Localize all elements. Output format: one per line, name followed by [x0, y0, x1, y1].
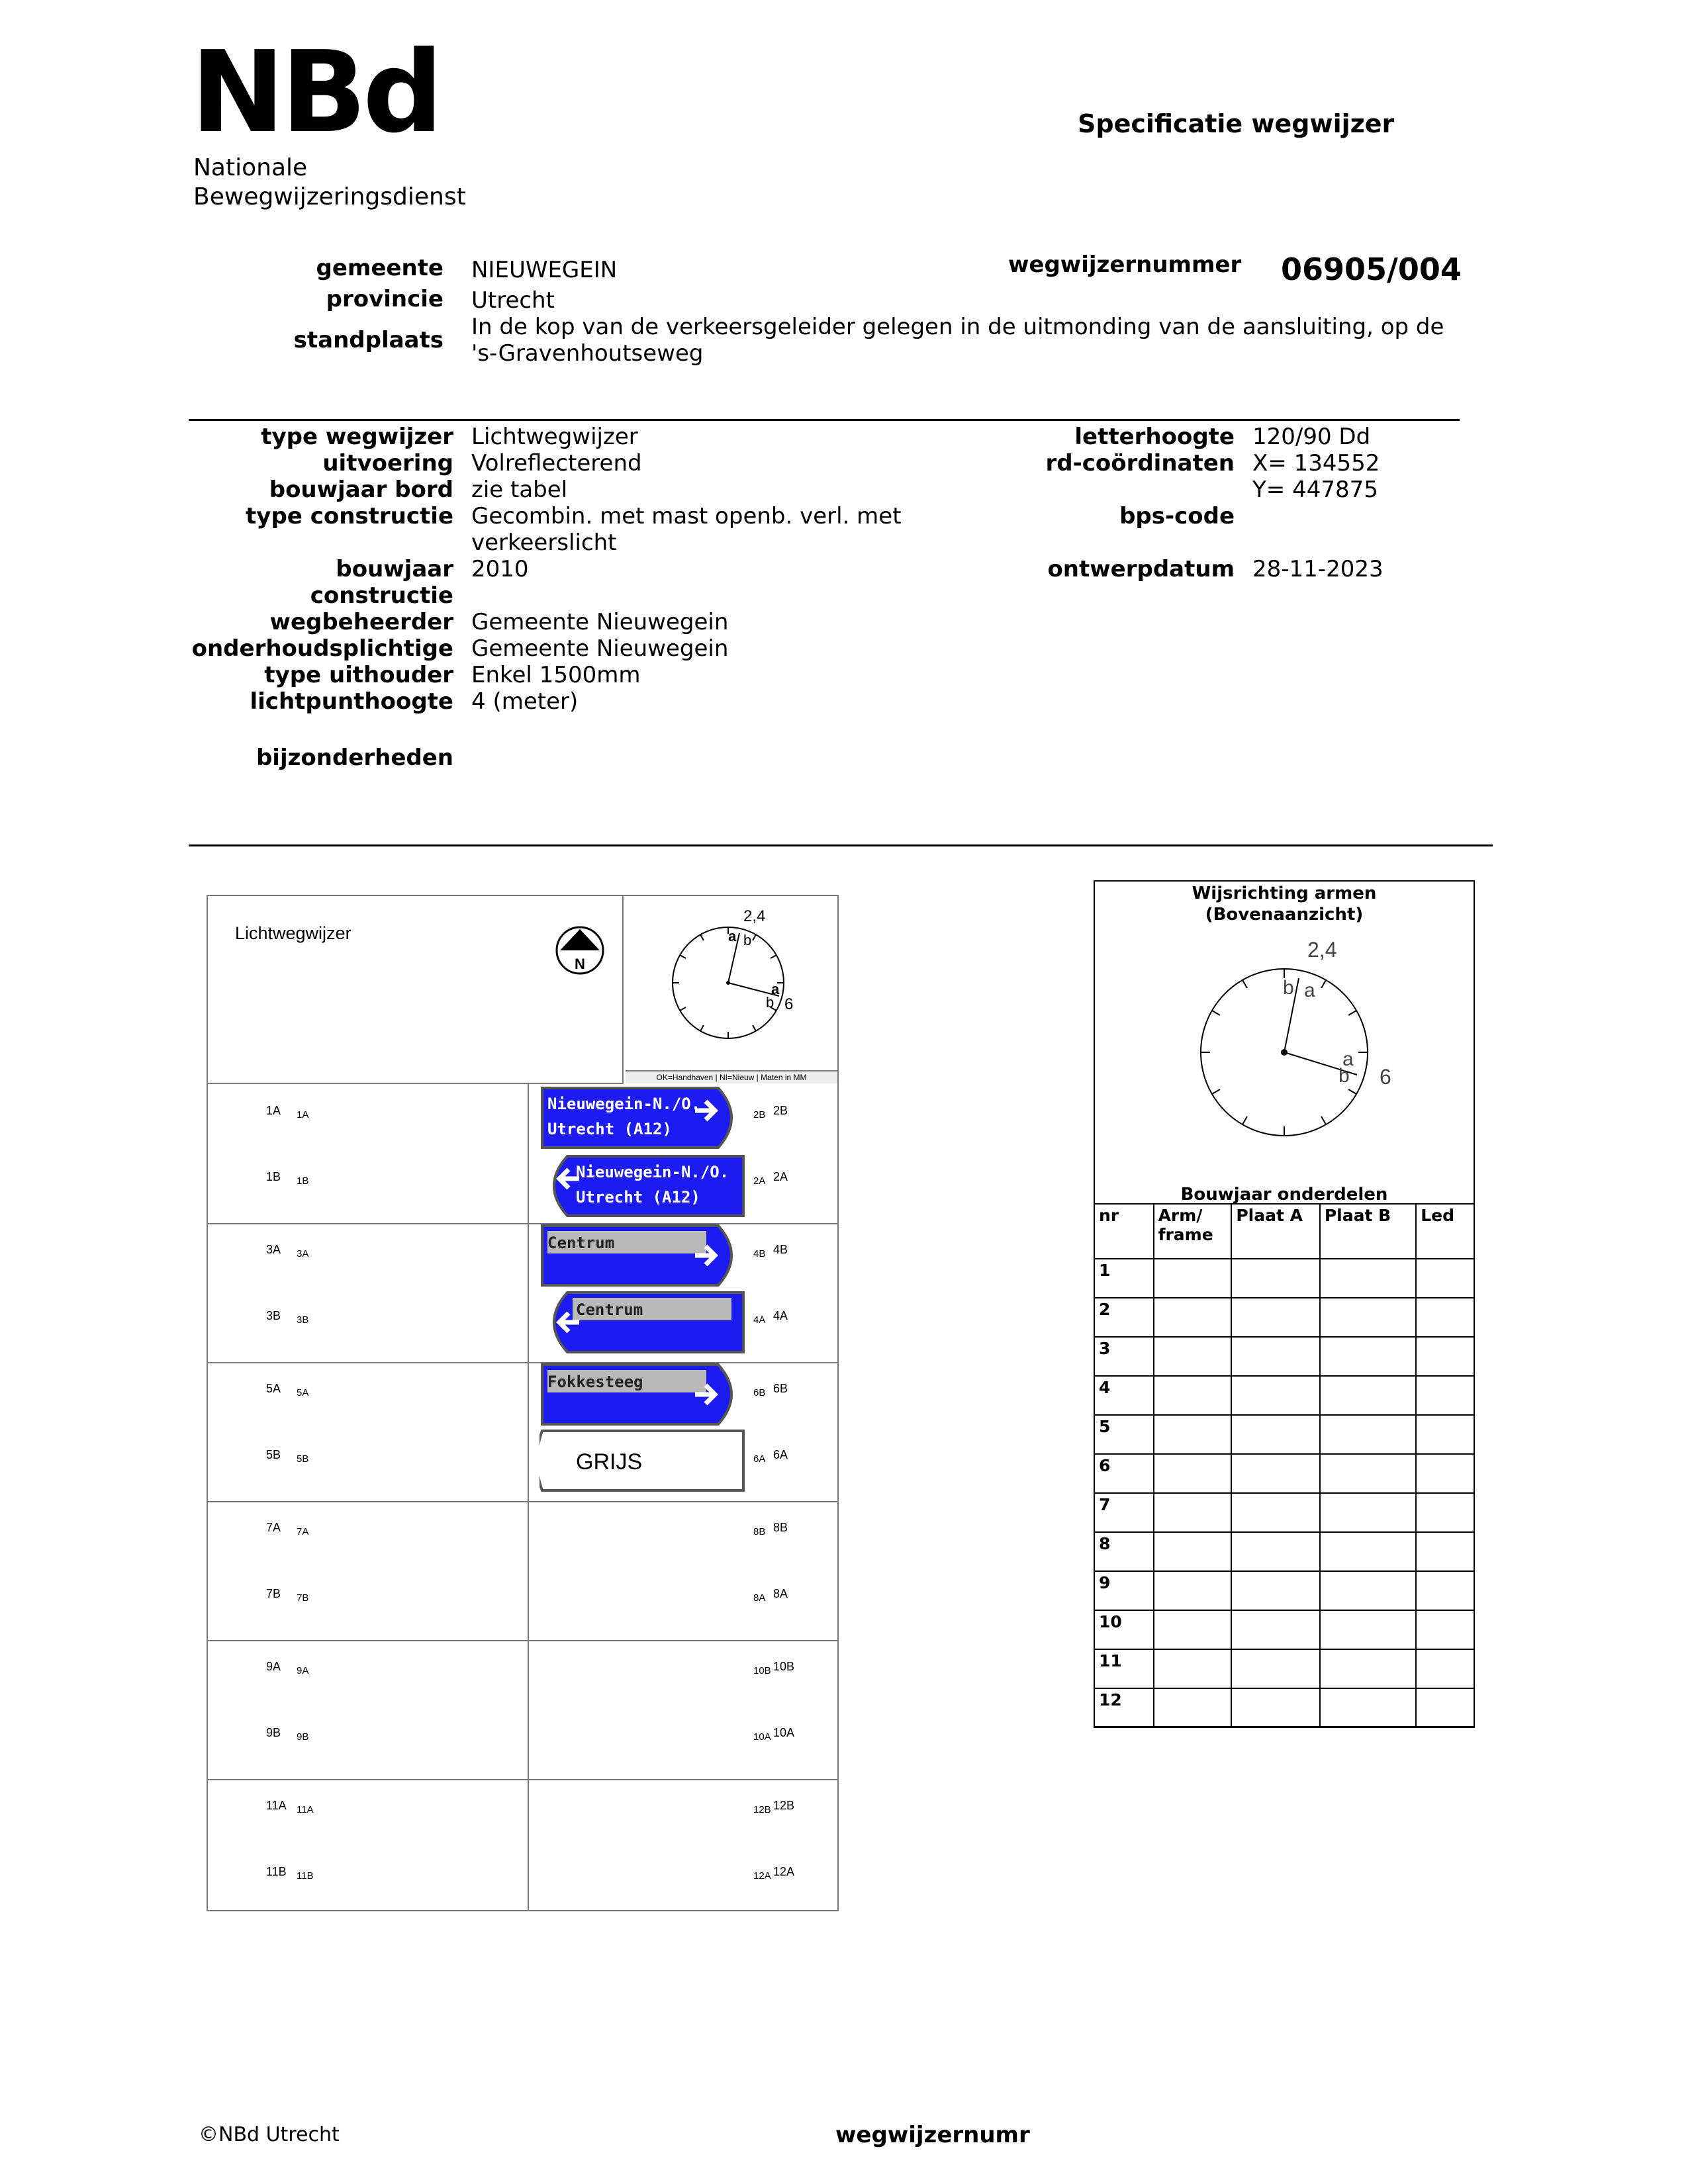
row-left-code-small: 1B: [297, 1175, 309, 1187]
bouwjaar-cell: [1320, 1415, 1416, 1454]
row-right-code: 12B: [773, 1799, 795, 1812]
footer-copyright: ©NBd Utrecht: [199, 2123, 340, 2146]
spec-left-label: wegbeheerder: [269, 609, 453, 635]
row-left-code: 7A: [266, 1521, 281, 1534]
row-right-code: 6B: [773, 1382, 788, 1395]
bouwjaar-cell: [1320, 1649, 1416, 1688]
bouwjaar-header-cell: Plaat A: [1231, 1204, 1320, 1259]
row-right-code: 2A: [773, 1170, 788, 1183]
row-right-code-small: 10A: [753, 1731, 771, 1743]
direction-a2: a: [1342, 1048, 1354, 1070]
row-right-code: 6A: [773, 1448, 788, 1461]
row-left-code-small: 5B: [297, 1453, 309, 1465]
row-right-code-small: 8B: [753, 1526, 766, 1537]
spec-left-value: Lichtwegwijzer: [471, 424, 638, 450]
sign-5: [539, 1362, 746, 1427]
spec-left-value: Gecombin. met mast openb. verl. met: [471, 503, 902, 529]
bouwjaar-cell: [1154, 1532, 1232, 1571]
bouwjaar-cell: [1416, 1610, 1474, 1649]
direction-top-label: 2,4: [1307, 938, 1337, 962]
bouwjaar-cell: [1416, 1571, 1474, 1610]
wegwijzernummer-label: wegwijzernummer: [1008, 251, 1242, 278]
spec-left-label: type wegwijzer: [261, 424, 453, 450]
spec-right-value: 120/90 Dd: [1252, 424, 1371, 450]
bouwjaar-cell: [1320, 1688, 1416, 1727]
standplaats-label: standplaats: [293, 327, 444, 353]
spec-right-value: Y= 447875: [1252, 477, 1378, 503]
bouwjaar-header-cell: Plaat B: [1320, 1204, 1416, 1259]
bouwjaar-cell: [1231, 1454, 1320, 1493]
direction-b2: b: [1338, 1065, 1350, 1087]
row-left-code: 1B: [266, 1170, 281, 1183]
bouwjaar-cell: [1154, 1493, 1232, 1532]
spec-right-label: bps-code: [1119, 503, 1235, 529]
bouwjaar-header-cell: nr: [1094, 1204, 1154, 1259]
standplaats-line1: In de kop van de verkeersgeleider gelegen in de uitmonding van de aansluiting, op de: [471, 314, 1444, 340]
spec-left-label: constructie: [310, 582, 453, 609]
bouwjaar-cell: [1320, 1493, 1416, 1532]
row-right-code: 10B: [773, 1660, 795, 1673]
bouwjaar-cell: [1231, 1532, 1320, 1571]
spec-left-value: Gemeente Nieuwegein: [471, 609, 729, 635]
sign-text-line2: Utrecht (A12): [547, 1120, 672, 1138]
bouwjaar-row: [1094, 1688, 1474, 1727]
row-left-code-small: 11B: [297, 1870, 314, 1882]
bouwjaar-cell: [1320, 1337, 1416, 1376]
logo-subtitle: [193, 154, 466, 212]
bouwjaar-cell: [1231, 1571, 1320, 1610]
bouwjaar-row: [1094, 1493, 1474, 1532]
provincie-value: Utrecht: [471, 287, 555, 314]
bouwjaar-header-cell: Arm/ frame: [1154, 1204, 1232, 1259]
row-left-code: 9A: [266, 1660, 281, 1673]
bouwjaar-row-nr: 12: [1094, 1688, 1154, 1727]
bouwjaar-cell: [1154, 1649, 1232, 1688]
direction-b1: b: [1283, 977, 1294, 999]
bouwjaar-cell: [1320, 1454, 1416, 1493]
bouwjaar-cell: [1320, 1610, 1416, 1649]
bouwjaar-body: [1094, 1259, 1474, 1727]
bouwjaar-cell: [1416, 1337, 1474, 1376]
sign-text-line1: Centrum: [547, 1234, 615, 1252]
bouwjaar-row-nr: 6: [1094, 1454, 1154, 1493]
dial-a1: a: [728, 928, 737, 944]
bouwjaar-cell: [1231, 1649, 1320, 1688]
bouwjaar-row-nr: 7: [1094, 1493, 1154, 1532]
row-right-code-small: 2B: [753, 1109, 766, 1120]
direction-a1: a: [1304, 979, 1315, 1001]
dial-6: 6: [784, 995, 794, 1013]
drawing-title: Lichtwegwijzer: [235, 923, 352, 943]
sign-text-line1: Nieuwegein-N./O.: [547, 1095, 701, 1113]
bouwjaar-cell: [1154, 1259, 1232, 1298]
bouwjaar-cell: [1416, 1688, 1474, 1727]
row-left-code-small: 7B: [297, 1592, 309, 1604]
bouwjaar-cell: [1231, 1259, 1320, 1298]
sign-text-line1: Nieuwegein-N./O.: [576, 1163, 729, 1181]
document-title: Specificatie wegwijzer: [1078, 109, 1395, 138]
bouwjaar-cell: [1320, 1532, 1416, 1571]
north-label: N: [575, 956, 585, 972]
row-right-code: 10A: [773, 1726, 795, 1739]
row-right-code: 2B: [773, 1104, 788, 1117]
row-left-code-small: 3B: [297, 1314, 309, 1326]
spec-right-label: ontwerpdatum: [1047, 556, 1235, 582]
bouwjaar-row-nr: 5: [1094, 1415, 1154, 1454]
sign-text-line2: Utrecht (A12): [576, 1188, 700, 1206]
bouwjaar-header-row: [1094, 1204, 1474, 1259]
spec-left-label: lichtpunthoogte: [250, 688, 453, 715]
row-right-code: 4A: [773, 1309, 788, 1322]
bouwjaar-cell: [1416, 1415, 1474, 1454]
divider-bottom: [189, 844, 1493, 846]
row-left-code-small: 11A: [297, 1804, 314, 1815]
row-left-code: 5B: [266, 1448, 281, 1461]
logo-nbd: NBd: [191, 27, 440, 158]
standplaats-line2: 's-Gravenhoutseweg: [471, 340, 704, 367]
spec-left-value: zie tabel: [471, 477, 568, 503]
row-right-code-small: 2A: [753, 1175, 766, 1187]
row-right-code-small: 8A: [753, 1592, 766, 1604]
bouwjaar-header-cell: Led: [1416, 1204, 1474, 1259]
row-left-code: 5A: [266, 1382, 281, 1395]
bouwjaar-title: Bouwjaar onderdelen: [1180, 1185, 1388, 1205]
row-left-code: 3A: [266, 1243, 281, 1256]
row-right-code: 12A: [773, 1865, 795, 1878]
bouwjaar-row: [1094, 1376, 1474, 1415]
direction-title: [1094, 883, 1475, 925]
gemeente-label: gemeente: [316, 255, 444, 281]
spec-left-label: type uithouder: [264, 662, 453, 688]
bouwjaar-row-nr: 8: [1094, 1532, 1154, 1571]
logo-sub-line1: Nationale: [193, 154, 308, 181]
direction-6: 6: [1380, 1065, 1391, 1089]
sign-6: [539, 1428, 746, 1493]
spec-left-label: bouwjaar: [336, 556, 453, 582]
spec-left-label: bouwjaar bord: [269, 477, 453, 503]
bouwjaar-cell: [1320, 1259, 1416, 1298]
dial-a2: a: [771, 981, 780, 997]
row-right-code-small: 6B: [753, 1387, 766, 1398]
row-right-code: 8A: [773, 1587, 788, 1600]
bouwjaar-row: [1094, 1259, 1474, 1298]
bouwjaar-row: [1094, 1571, 1474, 1610]
sign-2: [539, 1154, 746, 1218]
bouwjaar-cell: [1154, 1688, 1232, 1727]
bouwjaar-cell: [1231, 1610, 1320, 1649]
sign-1: [539, 1085, 746, 1150]
bouwjaar-cell: [1231, 1688, 1320, 1727]
row-left-code-small: 9A: [297, 1665, 309, 1676]
bouwjaar-cell: [1231, 1493, 1320, 1532]
bouwjaar-row-nr: 11: [1094, 1649, 1154, 1688]
row-left-code: 11B: [266, 1865, 287, 1878]
bouwjaar-row: [1094, 1610, 1474, 1649]
footer-nr-label: wegwijzernumr: [835, 2122, 1030, 2148]
bouwjaar-row: [1094, 1415, 1474, 1454]
row-right-code-small: 6A: [753, 1453, 766, 1465]
bouwjaar-cell: [1416, 1649, 1474, 1688]
spec-right-label: rd-coördinaten: [1045, 450, 1235, 477]
bouwjaar-cell: [1154, 1454, 1232, 1493]
drawing-legend: OK=Handhaven | NI=Nieuw | Maten in MM: [626, 1070, 837, 1083]
sign-3: [539, 1223, 746, 1288]
sign-text-line1: Fokkesteeg: [547, 1373, 643, 1391]
bouwjaar-cell: [1416, 1454, 1474, 1493]
bouwjaar-cell: [1231, 1298, 1320, 1337]
dial-b2: b: [766, 994, 774, 1011]
bouwjaar-cell: [1231, 1376, 1320, 1415]
bouwjaar-cell: [1416, 1298, 1474, 1337]
bouwjaar-row: [1094, 1298, 1474, 1337]
divider-top: [189, 419, 1460, 421]
bouwjaar-cell: [1154, 1376, 1232, 1415]
drawing-group-divider: [207, 1501, 839, 1502]
direction-title-line1: Wijsrichting armen: [1192, 884, 1377, 903]
wegwijzernummer-value: 06905/004: [1281, 251, 1462, 287]
bouwjaar-cell: [1231, 1337, 1320, 1376]
bouwjaar-cell: [1154, 1610, 1232, 1649]
bouwjaar-table: [1094, 1203, 1475, 1728]
spec-left-label: onderhoudsplichtige: [191, 635, 453, 662]
bouwjaar-row-nr: 3: [1094, 1337, 1154, 1376]
row-left-code: 9B: [266, 1726, 281, 1739]
sign-text-line1: GRIJS: [576, 1449, 643, 1475]
row-left-code-small: 1A: [297, 1109, 309, 1120]
direction-dial: [1185, 933, 1397, 1152]
spec-left-value: 4 (meter): [471, 688, 579, 715]
bouwjaar-cell: [1416, 1259, 1474, 1298]
spec-left-value: Volreflecterend: [471, 450, 642, 477]
bijzonderheden-label: bijzonderheden: [256, 745, 453, 771]
drawing-group-divider: [207, 1779, 839, 1780]
gemeente-value: NIEUWEGEIN: [471, 257, 618, 283]
spec-left-value: verkeerslicht: [471, 529, 617, 556]
row-right-code-small: 4B: [753, 1248, 766, 1259]
bouwjaar-row: [1094, 1454, 1474, 1493]
bouwjaar-row-nr: 1: [1094, 1259, 1154, 1298]
drawing-vertical-divider: [528, 1084, 529, 1911]
bouwjaar-cell: [1154, 1298, 1232, 1337]
bouwjaar-cell: [1154, 1571, 1232, 1610]
row-left-code-small: 3A: [297, 1248, 309, 1259]
bouwjaar-row: [1094, 1649, 1474, 1688]
bouwjaar-cell: [1320, 1571, 1416, 1610]
row-left-code: 1A: [266, 1104, 281, 1117]
north-arrow-icon: [555, 925, 605, 976]
bouwjaar-cell: [1154, 1337, 1232, 1376]
drawing-group-divider: [207, 1640, 839, 1641]
bouwjaar-cell: [1416, 1376, 1474, 1415]
row-right-code: 8B: [773, 1521, 788, 1534]
row-left-code-small: 5A: [297, 1387, 309, 1398]
spec-left-value: Gemeente Nieuwegein: [471, 635, 729, 662]
spec-left-value: 2010: [471, 556, 529, 582]
direction-title-line2: (Bovenaanzicht): [1205, 905, 1364, 925]
bouwjaar-cell: [1320, 1376, 1416, 1415]
bouwjaar-row-nr: 9: [1094, 1571, 1154, 1610]
row-right-code-small: 10B: [753, 1665, 771, 1676]
bouwjaar-row-nr: 2: [1094, 1298, 1154, 1337]
bouwjaar-row: [1094, 1337, 1474, 1376]
row-right-code: 4B: [773, 1243, 788, 1256]
dial-top-label: 2,4: [743, 907, 766, 925]
row-right-code-small: 4A: [753, 1314, 766, 1326]
row-right-code-small: 12B: [753, 1804, 771, 1815]
row-left-code: 3B: [266, 1309, 281, 1322]
bouwjaar-cell: [1231, 1415, 1320, 1454]
spec-left-value: Enkel 1500mm: [471, 662, 641, 688]
row-left-code: 11A: [266, 1799, 287, 1812]
row-left-code: 7B: [266, 1587, 281, 1600]
bouwjaar-cell: [1320, 1298, 1416, 1337]
spec-right-value: X= 134552: [1252, 450, 1380, 477]
spec-right-value: 28-11-2023: [1252, 556, 1383, 582]
logo-sub-line2: Bewegwijzeringsdienst: [193, 183, 466, 210]
bouwjaar-row-nr: 10: [1094, 1610, 1154, 1649]
bouwjaar-row-nr: 4: [1094, 1376, 1154, 1415]
sign-4: [539, 1290, 746, 1355]
row-right-code-small: 12A: [753, 1870, 771, 1882]
bouwjaar-cell: [1416, 1532, 1474, 1571]
dial-b1: b: [743, 932, 752, 948]
row-left-code-small: 9B: [297, 1731, 309, 1743]
row-left-code-small: 7A: [297, 1526, 309, 1537]
drawing-dial: [626, 900, 837, 1079]
bouwjaar-cell: [1416, 1493, 1474, 1532]
provincie-label: provincie: [326, 286, 444, 312]
spec-left-label: uitvoering: [322, 450, 453, 477]
sign-text-line1: Centrum: [576, 1300, 643, 1319]
bouwjaar-cell: [1154, 1415, 1232, 1454]
bouwjaar-row: [1094, 1532, 1474, 1571]
spec-left-label: type constructie: [246, 503, 453, 529]
spec-right-label: letterhoogte: [1074, 424, 1235, 450]
